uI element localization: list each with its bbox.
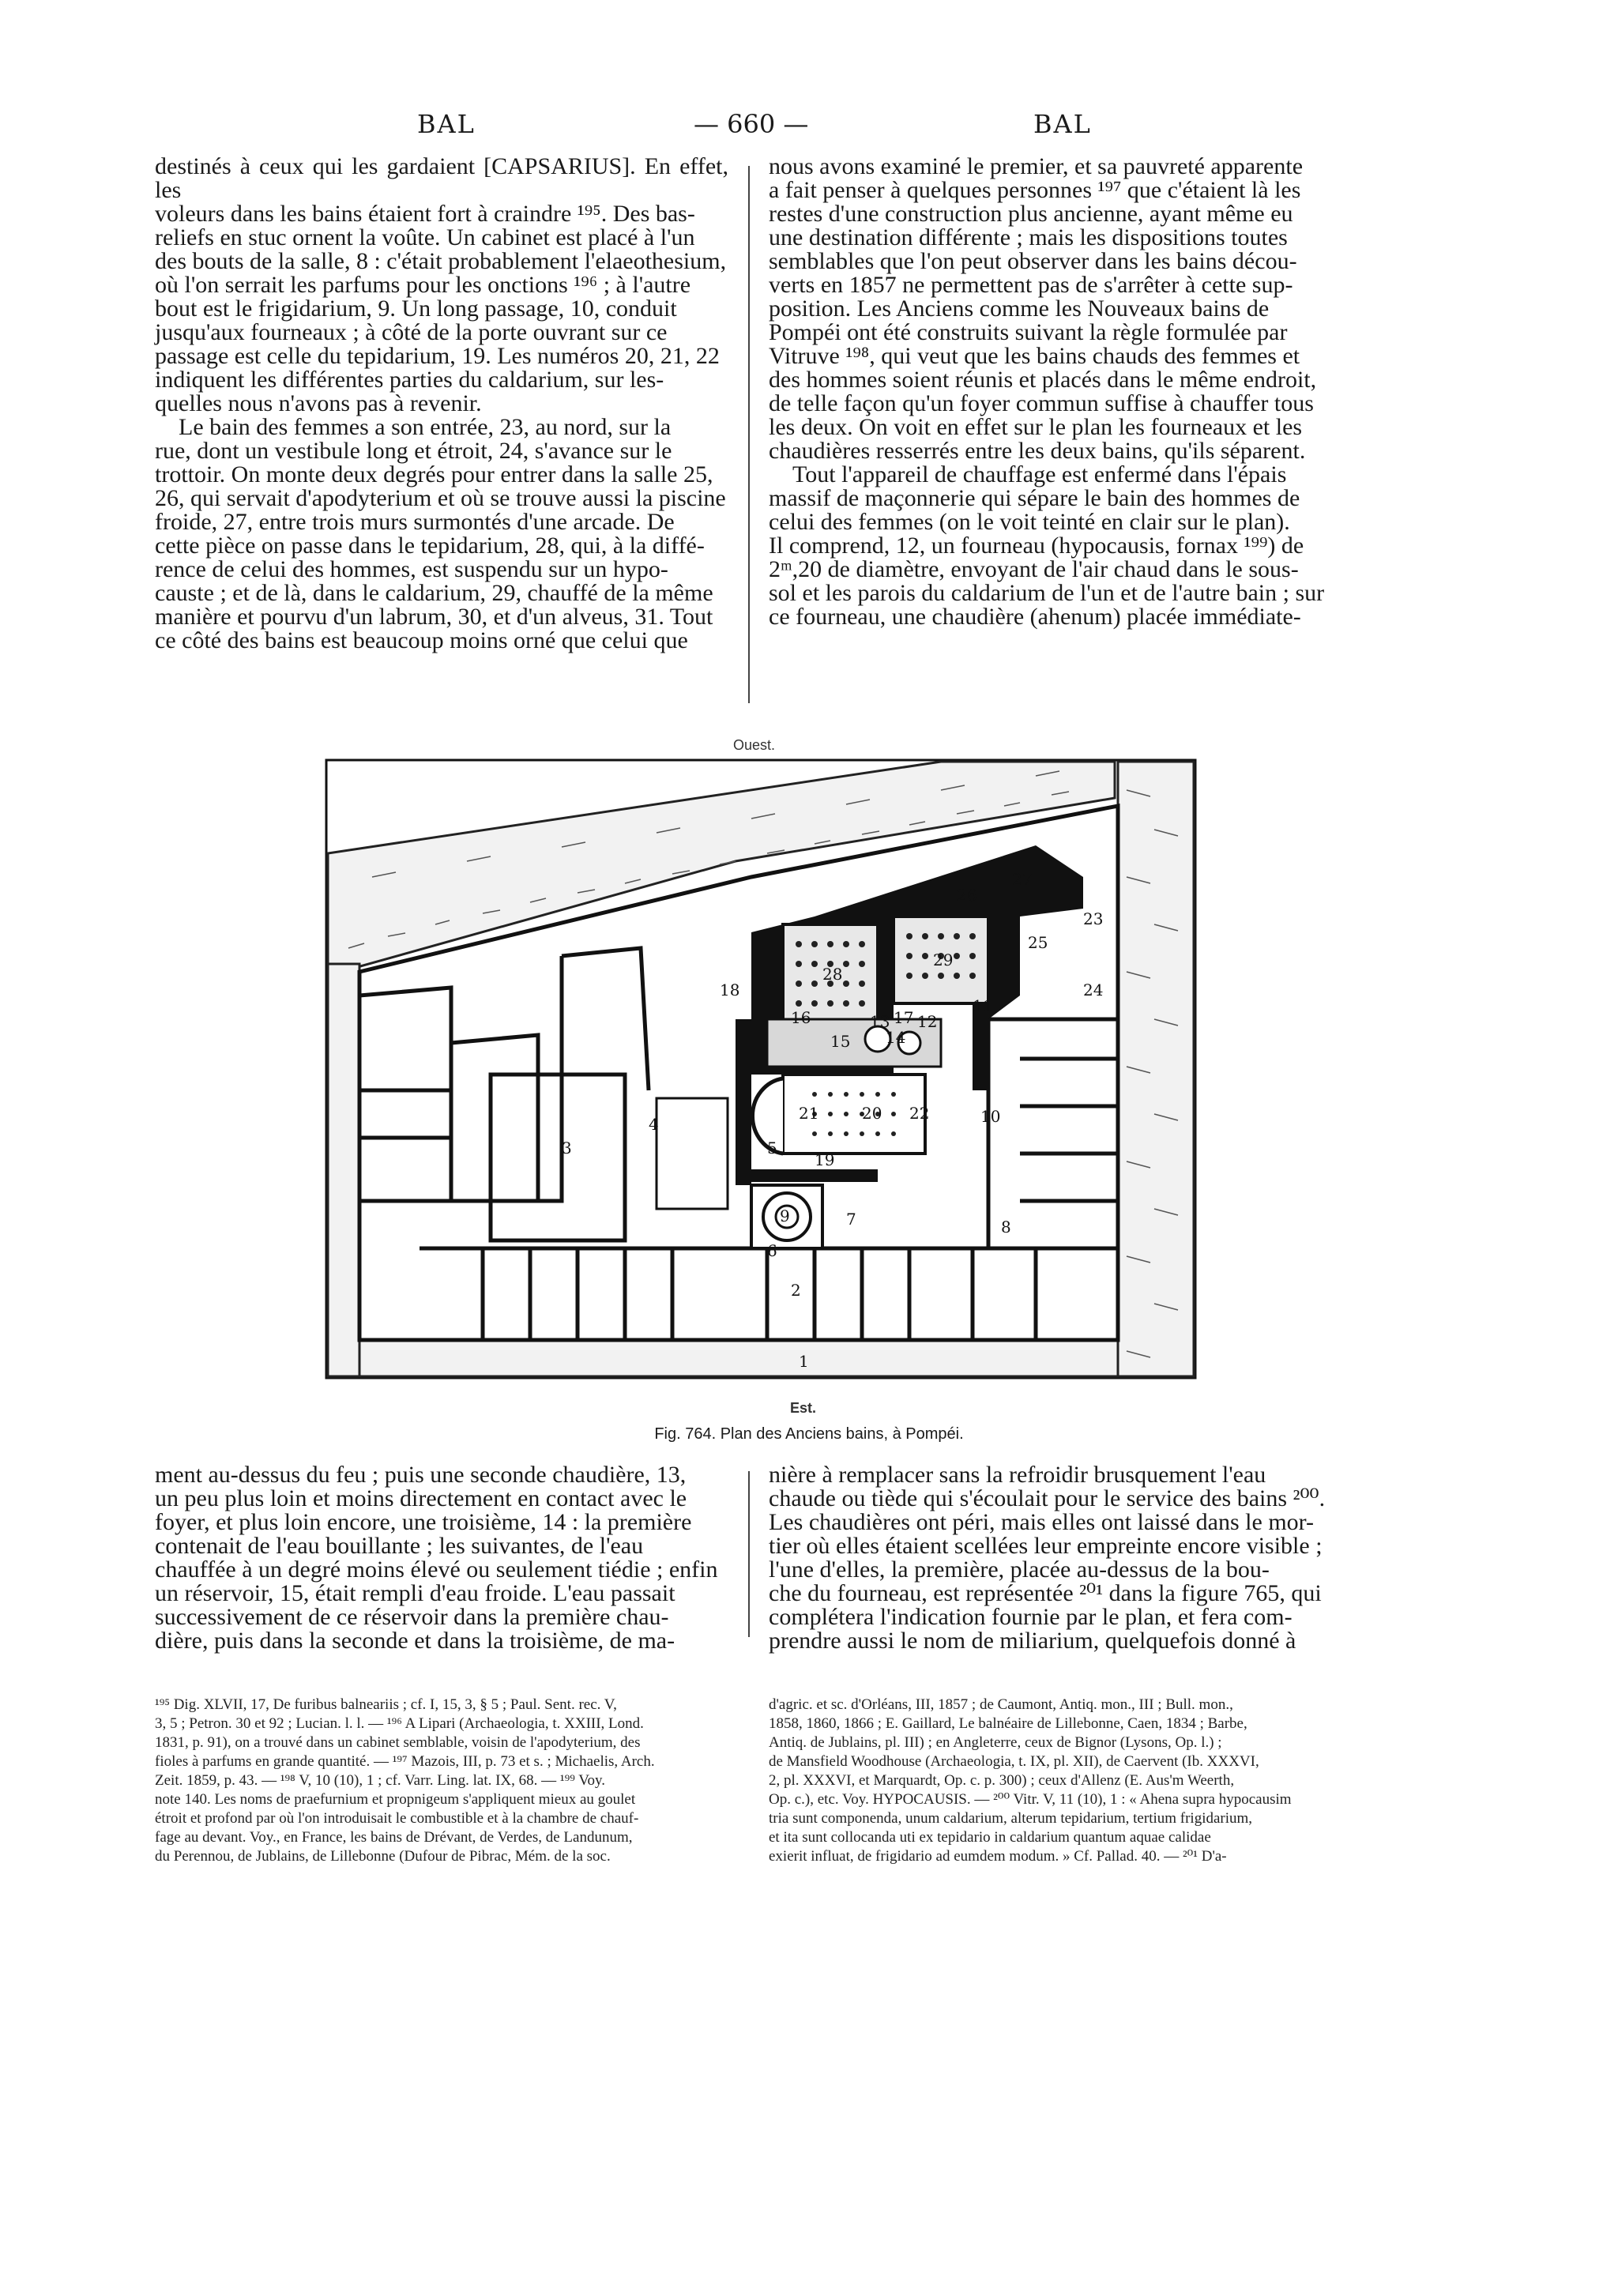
text-column-right-top — [769, 155, 1342, 629]
text-line: chauffée à un degré moins élevé ou seulement tiédie ; enfin — [155, 1556, 718, 1583]
room-number: 3 — [562, 1139, 572, 1157]
text-line: sol et les parois du caldarium de l'un et de l'autre bain ; sur — [769, 580, 1325, 606]
text-line: rue, dont un vestibule long et étroit, 24, s'avance sur le — [155, 438, 672, 464]
bath-plan-figure — [325, 758, 1197, 1379]
room-number: 11 — [973, 996, 993, 1015]
text-line: où l'on serrait les parfums pour les onctions ¹⁹⁶ ; à l'autre — [155, 272, 691, 298]
text-line: un réservoir, 15, était rempli d'eau froide. L'eau passait — [155, 1580, 675, 1606]
text-line: tier où elles étaient scellées leur empreinte encore visible ; — [769, 1533, 1323, 1559]
text-line: un peu plus loin et moins directement en contact avec le — [155, 1485, 687, 1511]
room-number: 2 — [791, 1281, 801, 1300]
text-line: froide, 27, entre trois murs surmontés d'une arcade. De — [155, 509, 675, 535]
text-line: chaude ou tiède qui s'écoulait pour le service des bains ²⁰⁰. — [769, 1485, 1326, 1511]
text-column-left-top — [155, 155, 728, 653]
text-line: ce côté des bains est beaucoup moins orné que celui que — [155, 627, 688, 653]
column-rule-top — [748, 166, 750, 703]
text-line: rence de celui des hommes, est suspendu sur un hypo- — [155, 556, 668, 582]
text-line: des hommes soient réunis et placés dans le même endroit, — [769, 367, 1317, 393]
footnote-line: de Mansfield Woodhouse (Archaeologia, t. IX, pl. XII), de Caervent (Ib. XXXVI, — [769, 1753, 1259, 1770]
text-column-left-bottom — [155, 1463, 728, 1653]
footnote-line: Op. c.), etc. Voy. HYPOCAUSIS. — ²⁰⁰ Vitr. V, 11 (10), 1 : « Ahena supra hypocausim — [769, 1791, 1292, 1808]
room-number: 9 — [780, 1206, 790, 1225]
room-number: 4 — [649, 1115, 659, 1134]
footnote-line: étroit et profond par où l'on introduisait le combustible et à la chambre de chauf- — [155, 1810, 639, 1827]
footnote-line: exierit influat, de frigidario ad eumdem modum. » Cf. Pallad. 40. — ²⁰¹ D'a- — [769, 1848, 1227, 1865]
text-line: 26, qui servait d'apodyterium et où se trouve aussi la piscine — [155, 485, 726, 511]
footnote-line: note 140. Les noms de praefurnium et propnigeum s'appliquent mieux au goulet — [155, 1791, 636, 1808]
running-head-right: BAL — [1033, 109, 1092, 139]
plan-street-east — [1118, 762, 1194, 1376]
footnotes-right — [769, 1696, 1342, 1866]
footnote-line: d'agric. et sc. d'Orléans, III, 1857 ; de Caumont, Antiq. mon., III ; Bull. mon., — [769, 1696, 1233, 1713]
text-line: les deux. On voit en effet sur le plan les fourneaux et les — [769, 414, 1303, 440]
text-line: successivement de ce réservoir dans la première chau- — [155, 1604, 669, 1630]
footnote-line: et ita sunt collocanda uti ex tepidario in caldarium quantum aquae calidae — [769, 1829, 1211, 1846]
text-line: ce fourneau, une chaudière (ahenum) placée immédiate- — [769, 604, 1301, 630]
text-line: trottoir. On monte deux degrés pour entrer dans la salle 25, — [155, 461, 713, 487]
room-number: 24 — [1083, 981, 1104, 999]
footnote-line: 2, pl. XXXVI, et Marquardt, Op. c. p. 300) ; ceux d'Allenz (E. Aus'm Weerth, — [769, 1772, 1235, 1789]
footnote-line: tria sunt componenda, unum caldarium, alterum tepidarium, tertium frigidarium, — [769, 1810, 1253, 1827]
text-line: nière à remplacer sans la refroidir brusquement l'eau — [769, 1462, 1266, 1488]
room-number: 7 — [846, 1210, 856, 1229]
text-line: semblables que l'on peut observer dans les bains décou- — [769, 248, 1297, 274]
text-line: Il comprend, 12, un fourneau (hypocausis, fornax ¹⁹⁹) de — [769, 533, 1304, 559]
figure-label-east: Est. — [790, 1400, 817, 1416]
text-line: complétera l'indication fournie par le plan, et fera com- — [769, 1604, 1293, 1630]
text-line: Les chaudières ont péri, mais elles ont laissé dans le mor- — [769, 1509, 1315, 1535]
text-line: chaudières resserrés entre les deux bains, qu'ils séparent. — [769, 438, 1306, 464]
footnote-line: 1831, p. 91), on a trouvé dans un cabinet semblable, voisin de l'apodyterium, des — [155, 1734, 641, 1751]
text-line: une destination différente ; mais les dispositions toutes — [769, 224, 1288, 250]
page-header — [0, 109, 1618, 149]
text-line: restes d'une construction plus ancienne, ayant même eu — [769, 201, 1293, 227]
footnotes-left — [155, 1696, 728, 1866]
room-number: 23 — [1083, 909, 1104, 928]
text-line: Vitruve ¹⁹⁸, qui veut que les bains chauds des femmes et — [769, 343, 1300, 369]
text-line: cette pièce on passe dans le tepidarium, 28, qui, à la diffé- — [155, 533, 705, 559]
text-line: quelles nous n'avons pas à revenir. — [155, 390, 482, 416]
footnote-line: 3, 5 ; Petron. 30 et 92 ; Lucian. l. l. — ¹⁹⁶ A Lipari (Archaeologia, t. XXIII, Lond. — [155, 1715, 644, 1732]
text-line: de telle façon qu'un foyer commun suffise à chauffer tous — [769, 390, 1314, 416]
plan-street-west — [328, 964, 359, 1376]
footnote-line: fioles à parfums en grande quantité. — ¹⁹⁷ Mazois, III, p. 73 et s. ; Michaelis, Arch. — [155, 1753, 655, 1770]
room-number: 25 — [1028, 933, 1048, 952]
text-line: prendre aussi le nom de miliarium, quelquefois donné à — [769, 1628, 1296, 1654]
footnote-line: Antiq. de Jublains, pl. III) ; en Angleterre, ceux de Bignor (Lysons, Op. l.) ; — [769, 1734, 1222, 1751]
room-number: 26 — [957, 886, 977, 905]
room-number: 22 — [909, 1104, 930, 1123]
column-rule-bottom — [748, 1471, 750, 1637]
room-number: 17 — [894, 1008, 914, 1027]
text-line: 2ᵐ,20 de diamètre, envoyant de l'air chaud dans le sous- — [769, 556, 1299, 582]
footnote-line: fage au devant. Voy., en France, les bains de Drévant, de Verdes, de Landunum, — [155, 1829, 633, 1846]
text-line: dière, puis dans la seconde et dans la troisième, de ma- — [155, 1628, 675, 1654]
text-line: position. Les Anciens comme les Nouveaux bains de — [769, 295, 1270, 322]
text-line: che du fourneau, est représentée ²⁰¹ dans la figure 765, qui — [769, 1580, 1322, 1606]
room-number: 8 — [1001, 1218, 1011, 1236]
plan-street-south — [359, 1340, 1118, 1376]
text-line: manière et pourvu d'un labrum, 30, et d'un alveus, 31. Tout — [155, 604, 713, 630]
text-line: des bouts de la salle, 8 : c'était probablement l'elaeothesium, — [155, 248, 727, 274]
text-line: causte ; et de là, dans le caldarium, 29, chauffé de la même — [155, 580, 713, 606]
room-number: 19 — [815, 1150, 835, 1169]
text-line: reliefs en stuc ornent la voûte. Un cabinet est placé à l'un — [155, 224, 695, 250]
text-line: l'une d'elles, la première, placée au-dessus de la bou- — [769, 1556, 1270, 1583]
footnote-line: 1858, 1860, 1866 ; E. Gaillard, Le balnéaire de Lillebonne, Caen, 1834 ; Barbe, — [769, 1715, 1247, 1732]
room-number: 20 — [862, 1104, 882, 1123]
room-number: 13 — [870, 1012, 890, 1031]
text-line: foyer, et plus loin encore, une troisième, 14 : la première — [155, 1509, 692, 1535]
text-line: contenait de l'eau bouillante ; les suivantes, de l'eau — [155, 1533, 644, 1559]
text-line: verts en 1857 ne permettent pas de s'arrêter à cette sup- — [769, 272, 1293, 298]
room-number: 15 — [830, 1032, 851, 1051]
room-number: 5 — [767, 1139, 777, 1157]
text-line: nous avons examiné le premier, et sa pauvreté apparente — [769, 153, 1304, 179]
figure-caption: Fig. 764. Plan des Anciens bains, à Pompéi. — [654, 1425, 964, 1443]
footnote-line: du Perennou, de Jublains, de Lillebonne (Dufour de Pibrac, Mém. de la soc. — [155, 1848, 611, 1865]
running-head-left: BAL — [417, 109, 476, 139]
text-column-right-bottom — [769, 1463, 1342, 1653]
room-number: 28 — [822, 965, 843, 984]
room-number: 1 — [799, 1352, 809, 1371]
text-line: passage est celle du tepidarium, 19. Les numéros 20, 21, 22 — [155, 343, 720, 369]
room-number: 14 — [886, 1028, 906, 1047]
text-line: massif de maçonnerie qui sépare le bain des hommes de — [769, 485, 1300, 511]
text-line: ment au-dessus du feu ; puis une seconde chaudière, 13, — [155, 1462, 687, 1488]
text-line: jusqu'aux fourneaux ; à côté de la porte ouvrant sur ce — [155, 319, 668, 345]
text-line: Le bain des femmes a son entrée, 23, au nord, sur la — [179, 414, 672, 440]
room-number: 29 — [933, 950, 954, 969]
text-line: voleurs dans les bains étaient fort à craindre ¹⁹⁵. Des bas- — [155, 201, 695, 227]
room-number: 16 — [791, 1008, 811, 1027]
room-number: 21 — [799, 1104, 819, 1123]
footnote-line: ¹⁹⁵ Dig. XLVII, 17, De furibus balneariis ; cf. I, 15, 3, § 5 ; Paul. Sent. rec. V, — [155, 1696, 617, 1713]
page-number: — 660 — — [694, 109, 809, 139]
room-number: 6 — [767, 1241, 777, 1260]
footnote-line: Zeit. 1859, p. 43. — ¹⁹⁸ V, 10 (10), 1 ; cf. Varr. Ling. lat. IX, 68. — ¹⁹⁹ Voy. — [155, 1772, 606, 1789]
room-number: 18 — [720, 981, 740, 999]
room-number: 12 — [917, 1012, 938, 1031]
room-number: 10 — [980, 1107, 1001, 1126]
text-line: celui des femmes (on le voit teinté en clair sur le plan). — [769, 509, 1290, 535]
room-number: 27 — [1012, 870, 1033, 889]
text-line: destinés à ceux qui les gardaient [CAPSARIUS]. En effet, les — [155, 153, 728, 203]
text-line: bout est le frigidarium, 9. Un long passage, 10, conduit — [155, 295, 677, 322]
text-line: indiquent les différentes parties du caldarium, sur les- — [155, 367, 664, 393]
figure-label-west: Ouest. — [733, 737, 776, 753]
text-line: Tout l'appareil de chauffage est enfermé dans l'épais — [792, 461, 1287, 487]
text-line: Pompéi ont été construits suivant la règle formulée par — [769, 319, 1288, 345]
text-line: a fait penser à quelques personnes ¹⁹⁷ que c'étaient là les — [769, 177, 1301, 203]
